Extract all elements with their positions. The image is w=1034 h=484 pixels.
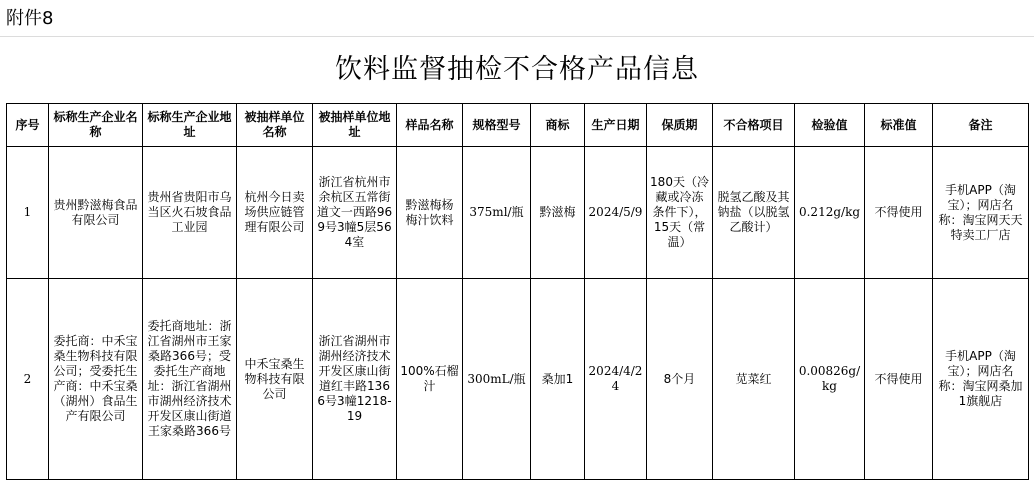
cell-failed-item: 苋菜红 — [713, 279, 795, 480]
table-row — [7, 279, 1029, 480]
cell-standard-value: 不得使用 — [865, 279, 933, 480]
cell-sample-name: 100%石榴汁 — [397, 279, 463, 480]
unqualified-products-table — [6, 103, 1029, 480]
header-trademark: 商标 — [531, 104, 585, 147]
cell-trademark: 桑加1 — [531, 279, 585, 480]
header-specification: 规格型号 — [463, 104, 531, 147]
cell-test-value: 0.00826g/kg — [795, 279, 865, 480]
cell-remarks: 手机APP（淘宝）；网店名称：淘宝网天天特卖工厂店 — [933, 147, 1029, 279]
cell-sampled-unit-name: 杭州今日卖场供应链管理有限公司 — [237, 147, 313, 279]
cell-sampled-unit-address: 浙江省湖州市湖州经济技术开发区康山街道红丰路1366号3幢1218-19 — [313, 279, 397, 480]
document-title: 饮料监督抽检不合格产品信息 — [335, 54, 699, 85]
cell-shelf-life: 180天（冷藏或冷冻条件下），15天（常温） — [647, 147, 713, 279]
cell-specification: 300mL/瓶 — [463, 279, 531, 480]
cell-shelf-life: 8个月 — [647, 279, 713, 480]
top-divider — [0, 36, 1034, 37]
header-manufacturer-address: 标称生产企业地址 — [143, 104, 237, 147]
cell-index: 2 — [7, 279, 49, 480]
cell-sample-name: 黔滋梅杨梅汁饮料 — [397, 147, 463, 279]
header-production-date: 生产日期 — [585, 104, 647, 147]
header-failed-item: 不合格项目 — [713, 104, 795, 147]
header-sampled-unit-address: 被抽样单位地址 — [313, 104, 397, 147]
cell-test-value: 0.212g/kg — [795, 147, 865, 279]
header-shelf-life: 保质期 — [647, 104, 713, 147]
header-sample-name: 样品名称 — [397, 104, 463, 147]
cell-manufacturer-address: 委托商地址：浙江省湖州市王家桑路366号；受委托生产商地址：浙江省湖州市湖州经济技术开发区康山街道王家桑路366号 — [143, 279, 237, 480]
cell-trademark: 黔滋梅 — [531, 147, 585, 279]
cell-production-date: 2024/5/9 — [585, 147, 647, 279]
cell-specification: 375ml/瓶 — [463, 147, 531, 279]
header-sampled-unit-name: 被抽样单位名称 — [237, 104, 313, 147]
header-manufacturer-name: 标称生产企业名称 — [49, 104, 143, 147]
header-test-value: 检验值 — [795, 104, 865, 147]
cell-standard-value: 不得使用 — [865, 147, 933, 279]
cell-sampled-unit-address: 浙江省杭州市余杭区五常街道文一西路969号3幢5层564室 — [313, 147, 397, 279]
cell-manufacturer-name: 委托商：中禾宝桑生物科技有限公司；受委托生产商：中禾宝桑（湖州）食品生产有限公司 — [49, 279, 143, 480]
cell-failed-item: 脱氢乙酸及其钠盐（以脱氢乙酸计） — [713, 147, 795, 279]
table-header-row — [7, 104, 1029, 147]
cell-remarks: 手机APP（淘宝）；网店名称：淘宝网桑加1旗舰店 — [933, 279, 1029, 480]
cell-manufacturer-name: 贵州黔滋梅食品有限公司 — [49, 147, 143, 279]
cell-index: 1 — [7, 147, 49, 279]
header-remarks: 备注 — [933, 104, 1029, 147]
cell-sampled-unit-name: 中禾宝桑生物科技有限公司 — [237, 279, 313, 480]
header-index: 序号 — [7, 104, 49, 147]
table-row — [7, 147, 1029, 279]
cell-production-date: 2024/4/24 — [585, 279, 647, 480]
cell-manufacturer-address: 贵州省贵阳市乌当区火石坡食品工业园 — [143, 147, 237, 279]
attachment-label: 附件8 — [6, 8, 54, 29]
header-standard-value: 标准值 — [865, 104, 933, 147]
